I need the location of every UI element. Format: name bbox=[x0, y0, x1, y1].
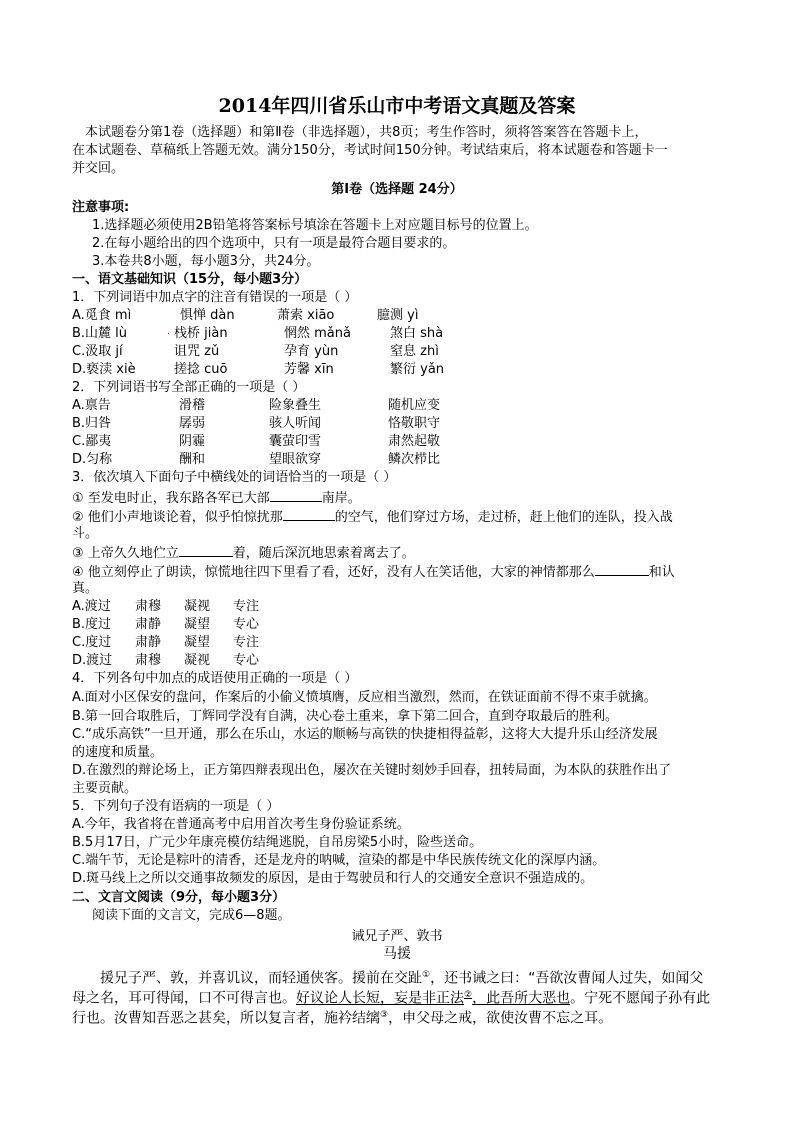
essay-line-1 bbox=[100, 966, 703, 988]
essay-line-2 bbox=[72, 986, 710, 1008]
footnote-1: ① bbox=[422, 970, 431, 980]
q2-option-d bbox=[72, 451, 772, 468]
q3-sentence-1 bbox=[72, 488, 361, 507]
q1-option-b bbox=[72, 325, 772, 342]
essay-underlined-1: 好议论人长短，妄是非正法 bbox=[296, 990, 464, 1007]
notes-heading: 注意事项: bbox=[72, 200, 130, 215]
volume-heading: 第Ⅰ卷（选择题 24分） bbox=[331, 182, 463, 197]
q3-c-2: 肃静 bbox=[135, 635, 162, 650]
intro-line-2: 在本试题卷、草稿纸上答题无效。满分150分，考试时间150分钟。考试结束后，将本试题卷和答题卡一 bbox=[72, 143, 668, 158]
q3-s4-after: 和认 bbox=[648, 565, 675, 580]
essay-title: 诫兄子严、敦书 bbox=[351, 929, 443, 944]
q3-s3-after: 着，随后深沉地思索着离去了。 bbox=[232, 546, 415, 561]
q2-option-c bbox=[72, 433, 772, 450]
q2-d-4: 鳞次栉比 bbox=[388, 452, 441, 467]
q1-b-2: 栈桥 jiàn bbox=[174, 326, 228, 341]
q3-a-3: 凝视 bbox=[184, 599, 211, 614]
q2-a-2: 滑稽 bbox=[179, 398, 206, 413]
q2-b-1: B.归咎 bbox=[72, 416, 112, 431]
q1-option-a bbox=[72, 307, 772, 324]
q3-d-3: 凝视 bbox=[184, 653, 211, 668]
q1-c-2: 诅咒 zǔ bbox=[174, 344, 220, 359]
q1-stem: 1．下列词语中加点字的注音有错误的一项是（ ） bbox=[72, 290, 358, 305]
q4-option-b: B.第一回合取胜后，丁辉同学没有自满，决心卷土重来，拿下第二回合，直到夺取最后的胜利。 bbox=[72, 709, 619, 724]
note-1: 1.选择题必须使用2B铅笔将答案标号填涂在答题卡上对应题目标号的位置上。 bbox=[92, 218, 538, 233]
q3-stem: 3．依次填入下面句子中横线处的词语恰当的一项是（ ） bbox=[72, 470, 397, 485]
q2-c-4: 肃然起敬 bbox=[388, 434, 441, 449]
q5-option-a: A.今年，我省将在普通高考中启用首次考生身份验证系统。 bbox=[72, 817, 410, 832]
note-2: 2.在每小题给出的四个选项中，只有一项是最符合题目要求的。 bbox=[92, 236, 456, 251]
q3-option-d bbox=[72, 652, 772, 669]
essay-text-3a: 行也。汝曹知吾恶之甚矣，所以复言者，施衿结缡 bbox=[72, 1010, 380, 1027]
q3-sentence-2 bbox=[72, 507, 673, 526]
q1-b-4: 煞白 shà bbox=[390, 326, 444, 341]
q2-d-1: D.匀称 bbox=[72, 452, 113, 467]
footnote-3: ③ bbox=[380, 1010, 389, 1020]
q5-option-d: D.斑马线上之所以交通事故频发的原因，是由于驾驶员和行人的交通安全意识不强造成的。 bbox=[72, 871, 594, 886]
reading-instruction: 阅读下面的文言文，完成6—8题。 bbox=[92, 908, 291, 923]
q3-d-1: D.渡过 bbox=[72, 653, 113, 668]
essay-underlined-2: ，此吾所大恶也 bbox=[472, 990, 571, 1007]
note-3: 3.本卷共8小题，每小题3分，共24分。 bbox=[92, 254, 320, 269]
q3-c-3: 凝望 bbox=[184, 635, 211, 650]
q3-s1-before: ① 至发电时止，我东路各军已大部 bbox=[72, 491, 270, 506]
q3-s1-after: 南岸。 bbox=[321, 491, 361, 506]
q1-d-4: 繁衍 yǎn bbox=[390, 362, 445, 377]
essay-text-1b: ，还书诫之曰：“吾欲汝曹闻人过失，如闻父 bbox=[430, 970, 704, 987]
q3-blank-4 bbox=[595, 562, 649, 576]
q2-a-1: A.禀告 bbox=[72, 398, 111, 413]
q2-option-b bbox=[72, 415, 772, 432]
page-title: 2014年四川省乐山市中考语文真题及答案 bbox=[218, 95, 576, 117]
q2-b-3: 骇人听闻 bbox=[269, 416, 322, 431]
q1-d-3: 芳馨 xīn bbox=[284, 362, 334, 377]
intro-line-1: 本试题卷分第1卷（选择题）和第Ⅱ卷（非选择题），共8页；考生作答时，须将答案答在答题卡上， bbox=[85, 125, 648, 140]
q1-c-4: 窒息 zhì bbox=[390, 344, 439, 359]
q3-a-2: 肃穆 bbox=[135, 599, 162, 614]
q3-d-2: 肃穆 bbox=[135, 653, 162, 668]
q1-option-c bbox=[72, 343, 772, 360]
q2-c-2: 阴霾 bbox=[179, 434, 206, 449]
q3-blank-3 bbox=[179, 543, 233, 557]
q2-option-a bbox=[72, 397, 772, 414]
q3-blank-1 bbox=[270, 488, 322, 502]
q3-sentence-4 bbox=[72, 562, 675, 581]
q1-a-4: 臆测 yì bbox=[377, 308, 419, 323]
q1-b-1: B.山麓 lù bbox=[72, 326, 128, 341]
q3-option-c bbox=[72, 634, 772, 651]
q3-option-a bbox=[72, 598, 772, 615]
q4-option-c-cont: 的速度和质量。 bbox=[72, 745, 164, 760]
q3-blank-2 bbox=[283, 507, 335, 521]
q3-b-3: 凝望 bbox=[184, 617, 211, 632]
q2-a-3: 险象叠生 bbox=[269, 398, 322, 413]
q5-option-b: B.5月17日，广元少年康亮模仿结绳逃脱，自吊房梁5小时，险些送命。 bbox=[72, 835, 483, 850]
essay-author: 马援 bbox=[383, 946, 411, 962]
q2-b-2: 孱弱 bbox=[179, 416, 206, 431]
q5-stem: 5．下列句子没有语病的一项是（ ） bbox=[72, 799, 280, 814]
section-2-heading: 二、文言文阅读（9分，每小题3分） bbox=[72, 890, 286, 905]
q3-a-4: 专注 bbox=[233, 599, 260, 614]
q3-sentence-3 bbox=[72, 543, 415, 562]
q1-d-1: D.亵渎 xiè bbox=[72, 362, 136, 377]
section-1-heading: 一、语文基础知识（15分，每小题3分） bbox=[72, 272, 308, 287]
q4-option-d-cont: 主要贡献。 bbox=[72, 781, 138, 796]
q3-b-4: 专心 bbox=[233, 617, 260, 632]
q1-c-3: 孕育 yùn bbox=[284, 344, 339, 359]
q1-a-3: 萧索 xiāo bbox=[277, 308, 335, 323]
q3-sentence-2-cont: 斗。 bbox=[72, 526, 99, 541]
q5-option-c: C.端午节，无论是粽叶的清香，还是龙舟的呐喊，渲染的都是中华民族传统文化的深厚内涵。 bbox=[72, 853, 606, 868]
q3-s2-after: 的空气，他们穿过方场，走过桥，赶上他们的连队，投入战 bbox=[334, 510, 673, 525]
q3-d-4: 专心 bbox=[233, 653, 260, 668]
q3-s3-before: ③ 上帝久久地伫立 bbox=[72, 546, 179, 561]
q2-c-3: 囊萤印雪 bbox=[269, 434, 322, 449]
q1-a-2: 惧惮 dàn bbox=[180, 308, 235, 323]
essay-text-2a: 母之名，耳可得闻，口不可得言也。 bbox=[72, 990, 296, 1007]
q4-option-c: C.“成乐高铁”一旦开通，那么在乐山，水运的顺畅与高铁的快捷相得益彰，这将大大提升乐山经济发展 bbox=[72, 727, 658, 742]
q1-a-1: A.觅食 mì bbox=[72, 308, 132, 323]
q2-b-4: 恪敬职守 bbox=[388, 416, 441, 431]
q2-d-2: 酬和 bbox=[179, 452, 206, 467]
essay-text-1: 援兄子严、敦，并喜讥议，而轻通侠客。援前在交趾 bbox=[100, 970, 422, 987]
essay-text-2b: 。宁死不愿闻子孙有此 bbox=[570, 990, 711, 1007]
q3-sentence-4-cont: 真。 bbox=[72, 581, 99, 596]
q1-c-1: C.汲取 jí bbox=[72, 344, 123, 359]
red-dot-mark: . bbox=[167, 326, 171, 337]
q3-a-1: A.渡过 bbox=[72, 599, 111, 614]
essay-text-3b: ，申父母之戒，欲使汝曹不忘之耳。 bbox=[388, 1010, 613, 1027]
q4-option-a: A.面对小区保安的盘问，作案后的小偷义愤填膺，反应相当激烈，然而，在铁证面前不得不束手就擒。 bbox=[72, 690, 657, 705]
intro-line-3: 并交回。 bbox=[72, 161, 125, 176]
q3-option-b bbox=[72, 616, 772, 633]
q2-stem: 2．下列词语书写全部正确的一项是（ ） bbox=[72, 380, 306, 395]
q2-c-1: C.鄙夷 bbox=[72, 434, 112, 449]
q2-d-3: 望眼欲穿 bbox=[269, 452, 322, 467]
q3-b-1: B.度过 bbox=[72, 617, 112, 632]
q3-b-2: 肃静 bbox=[135, 617, 162, 632]
q3-s2-before: ② 他们小声地谈论着，似乎怕惊扰那 bbox=[72, 510, 283, 525]
q1-d-2: 搓捻 cuō bbox=[174, 362, 228, 377]
q2-a-4: 随机应变 bbox=[388, 398, 441, 413]
q3-c-1: C.度过 bbox=[72, 635, 112, 650]
q1-b-3: 惘然 mǎnǎ bbox=[284, 326, 351, 341]
footnote-2: ② bbox=[464, 990, 473, 1000]
q4-option-d: D.在激烈的辩论场上，正方第四辩表现出色，屡次在关键时刻妙手回春，扭转局面，为本队的获胜作出了 bbox=[72, 763, 672, 778]
q3-s4-before: ④ 他立刻停止了朗读，惊慌地往四下里看了看，还好，没有人在笑话他，大家的神情都那么 bbox=[72, 565, 595, 580]
q4-stem: 4．下列各句中加点的成语使用正确的一项是（ ） bbox=[72, 671, 358, 686]
essay-line-3 bbox=[72, 1006, 612, 1028]
q3-c-4: 专注 bbox=[233, 635, 260, 650]
q1-option-d bbox=[72, 361, 772, 378]
